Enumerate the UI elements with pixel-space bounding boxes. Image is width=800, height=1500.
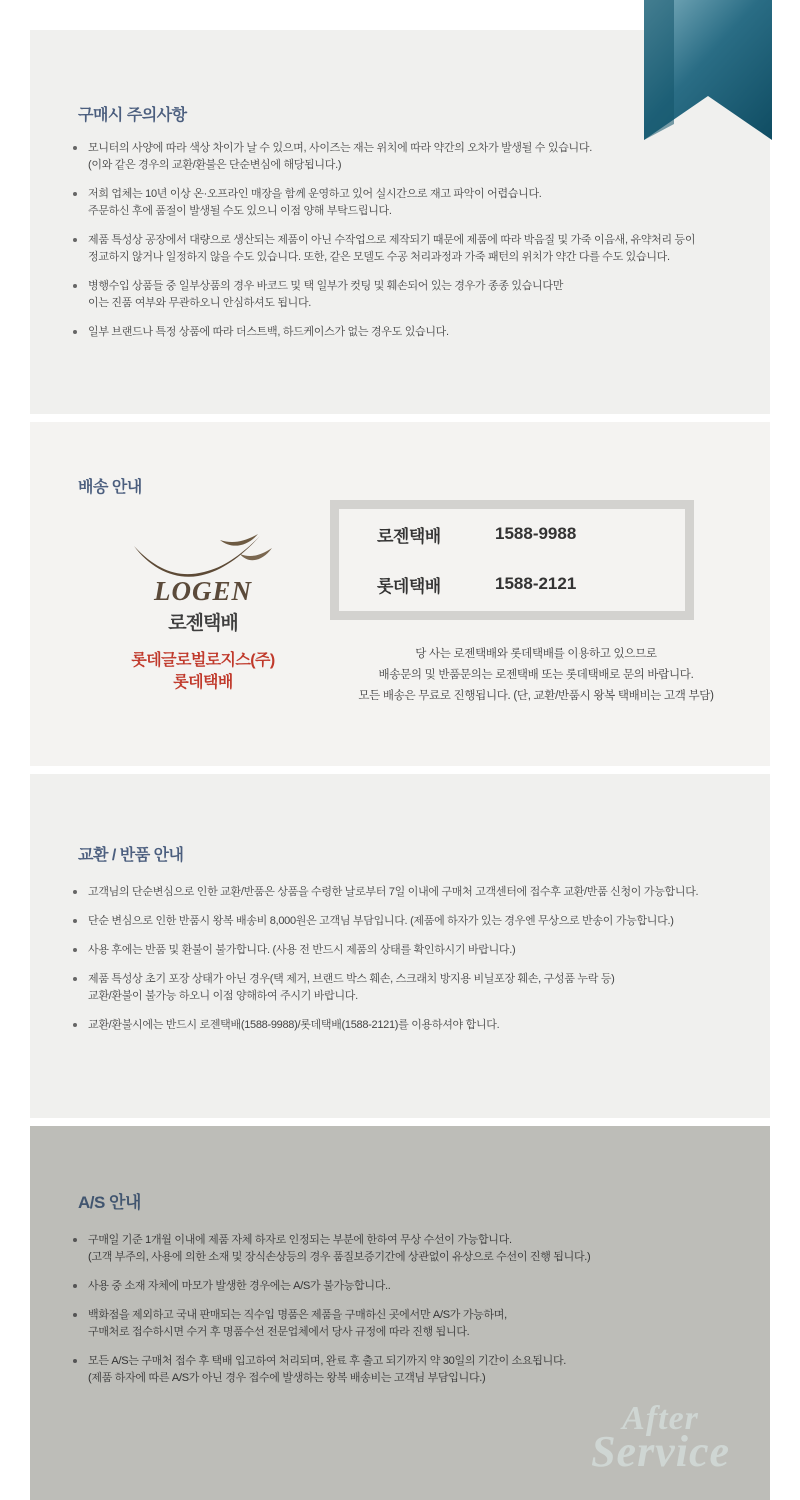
lotte-line-1: 롯데글로벌로지스(주) bbox=[131, 652, 275, 669]
section-title-exchange: 교환 / 반품 안내 bbox=[78, 847, 184, 864]
line-primary: 사용 중 소재 자체에 마모가 발생한 경우에는 A/S가 불가능합니다.. bbox=[88, 1280, 391, 1292]
list-item bbox=[70, 232, 750, 266]
lotte-line-2: 롯데택배 bbox=[173, 674, 233, 691]
list-item bbox=[70, 1353, 750, 1387]
line-primary: 모니터의 사양에 따라 색상 차이가 날 수 있으며, 사이즈는 재는 위치에 따라 약간의 오차가 발생될 수 있습니다. bbox=[88, 142, 592, 154]
list-item bbox=[70, 140, 750, 174]
courier-name: 로젠택배 bbox=[377, 526, 441, 546]
line-primary: 고객님의 단순변심으로 인한 교환/반품은 상품을 수령한 날로부터 7일 이내에 구매처 고객센터에 접수후 교환/반품 신청이 가능합니다. bbox=[88, 886, 699, 898]
line-secondary: (제품 하자에 따른 A/S가 아닌 경우 접수에 발생하는 왕복 배송비는 고객님 부담입니다.) bbox=[88, 1372, 486, 1384]
table-row bbox=[339, 509, 685, 559]
line-primary: 일부 브랜드나 특정 상품에 따라 더스트백, 하드케이스가 없는 경우도 있습니다. bbox=[88, 326, 449, 338]
list-item bbox=[70, 324, 750, 341]
logen-logo bbox=[118, 532, 288, 635]
section-title-delivery: 배송 안내 bbox=[78, 479, 142, 496]
line-primary: 단순 변심으로 인한 반품시 왕복 배송비 8,000원은 고객님 부담입니다. (제품에 하자가 있는 경우엔 무상으로 반송이 가능합니다.) bbox=[88, 915, 674, 927]
after-service-watermark bbox=[591, 1399, 730, 1477]
notice-list bbox=[70, 140, 750, 353]
line-primary: 사용 후에는 반품 및 환불이 불가합니다. (사용 전 반드시 제품의 상태를 확인하시기 바랍니다.) bbox=[88, 944, 516, 956]
courier-name: 롯데택배 bbox=[377, 576, 441, 596]
note-line: 당 사는 로젠택배와 롯데택배를 이용하고 있으므로 bbox=[415, 648, 657, 660]
line-primary: 구매일 기준 1개월 이내에 제품 자체 하자로 인정되는 부분에 한하여 무상 수선이 가능합니다. bbox=[88, 1234, 512, 1246]
line-primary: 교환/환불시에는 반드시 로젠택배(1588-9988)/롯데택배(1588-2121)를 이용하셔야 합니다. bbox=[88, 1019, 500, 1031]
ribbon-bookmark-icon bbox=[644, 0, 772, 140]
exchange-list bbox=[70, 884, 750, 1046]
line-primary: 저희 업체는 10년 이상 온·오프라인 매장을 함께 운영하고 있어 실시간으로 재고 파악이 어렵습니다. bbox=[88, 188, 542, 200]
watermark-line-1: After bbox=[622, 1399, 699, 1437]
list-item bbox=[70, 942, 750, 959]
section-exchange-return bbox=[30, 774, 770, 1118]
list-item bbox=[70, 278, 750, 312]
line-primary: 제품 특성상 공장에서 대량으로 생산되는 제품이 아닌 수작업으로 제작되기 때문에 제품에 따라 박음질 및 가죽 이음새, 유약처리 등이 bbox=[88, 234, 696, 246]
logen-swoosh-icon bbox=[128, 532, 278, 580]
courier-phone: 1588-2121 bbox=[495, 574, 577, 593]
line-secondary: 주문하신 후에 품절이 발생될 수도 있으니 이점 양해 부탁드립니다. bbox=[88, 205, 392, 217]
list-item bbox=[70, 913, 750, 930]
list-item bbox=[70, 884, 750, 901]
as-list bbox=[70, 1232, 750, 1399]
watermark-line-2: Service bbox=[591, 1427, 730, 1477]
list-item bbox=[70, 1278, 750, 1295]
logen-korean-name: 로젠택배 bbox=[168, 613, 238, 634]
logen-wordmark: LOGEN bbox=[154, 576, 252, 606]
section-delivery-info bbox=[30, 422, 770, 766]
line-primary: 백화점을 제외하고 국내 판매되는 직수입 명품은 제품을 구매하신 곳에서만 A/S가 가능하며, bbox=[88, 1309, 507, 1321]
list-item bbox=[70, 1307, 750, 1341]
list-item bbox=[70, 1232, 750, 1266]
note-line: 배송문의 및 반품문의는 로젠택배 또는 롯데택배로 문의 바랍니다. bbox=[378, 669, 694, 681]
line-primary: 제품 특성상 초기 포장 상태가 아닌 경우(택 제거, 브랜드 박스 훼손, 스크래치 방지용 비닐포장 훼손, 구성품 누락 등) bbox=[88, 973, 615, 985]
list-item bbox=[70, 1017, 750, 1034]
line-secondary: 교환/환불이 불가능 하오니 이점 양해하여 주시기 바랍니다. bbox=[88, 990, 358, 1002]
line-primary: 모든 A/S는 구매처 접수 후 택배 입고하여 처리되며, 완료 후 출고 되기까지 약 30일의 기간이 소요됩니다. bbox=[88, 1355, 567, 1367]
delivery-note bbox=[326, 644, 746, 707]
courier-phone: 1588-9988 bbox=[495, 524, 577, 543]
line-primary: 병행수입 상품들 중 일부상품의 경우 바코드 및 택 일부가 컷팅 및 훼손되어 있는 경우가 종종 있습니다만 bbox=[88, 280, 564, 292]
line-secondary: (이와 같은 경우의 교환/환불은 단순변심에 해당됩니다.) bbox=[88, 159, 342, 171]
line-secondary: (고객 부주의, 사용에 의한 소재 및 장식손상등의 경우 품질보증기간에 상관없이 유상으로 수선이 진행 됩니다.) bbox=[88, 1251, 591, 1263]
note-line: 모든 배송은 무료로 진행됩니다. (단, 교환/반품시 왕복 택배비는 고객 부담) bbox=[358, 690, 714, 702]
section-title-as: A/S 안내 bbox=[78, 1193, 141, 1212]
list-item bbox=[70, 971, 750, 1005]
courier-phone-box bbox=[330, 500, 694, 620]
section-after-service bbox=[30, 1126, 770, 1500]
line-secondary: 이는 진품 여부와 무관하오니 안심하셔도 됩니다. bbox=[88, 297, 312, 309]
section-title-notice: 구매시 주의사항 bbox=[78, 107, 187, 124]
line-secondary: 정교하지 않거나 일정하지 않을 수도 있습니다. 또한, 같은 모델도 수공 처리과정과 가죽 패턴의 위치가 약간 다를 수도 있습니다. bbox=[88, 251, 670, 263]
list-item bbox=[70, 186, 750, 220]
line-secondary: 구매처로 접수하시면 수거 후 명품수선 전문업체에서 당사 규정에 따라 진행 됩니다. bbox=[88, 1326, 470, 1338]
table-row bbox=[339, 559, 685, 609]
lotte-partner-name bbox=[88, 650, 318, 694]
